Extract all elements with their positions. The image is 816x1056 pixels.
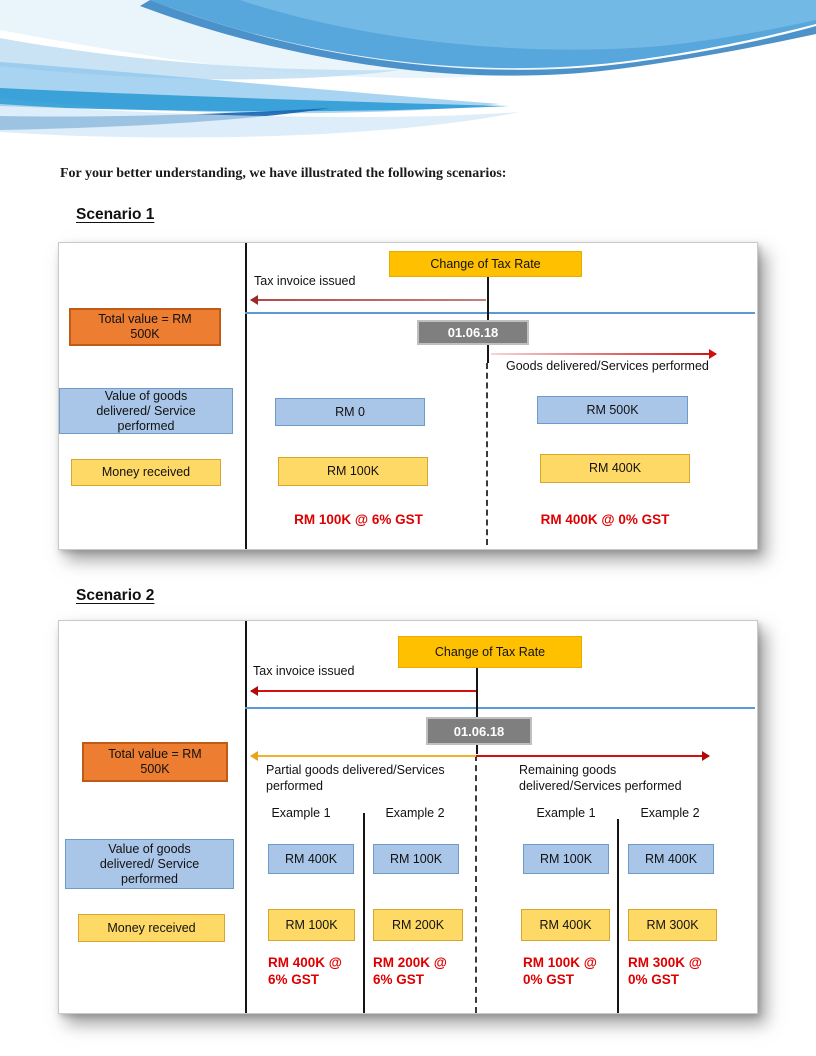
col2-gst-line1: RM 200K @ xyxy=(373,955,447,970)
example1-right-label: Example 1 xyxy=(536,806,596,820)
col2-money-box xyxy=(373,909,463,941)
arrow-shaft xyxy=(251,755,476,757)
tax-invoice-left-arrow xyxy=(251,296,486,304)
example2-right-label: Example 2 xyxy=(640,806,700,820)
after-gst-result: RM 400K @ 0% GST xyxy=(540,512,670,527)
goods-delivered-right-arrow xyxy=(491,350,716,358)
tax-invoice-issued-label: Tax invoice issued xyxy=(254,274,356,288)
after-money-box xyxy=(540,454,690,483)
col3-gst-result xyxy=(523,954,623,988)
left-arrowhead-icon xyxy=(250,751,258,761)
left-arrowhead-icon xyxy=(250,686,258,696)
date-box xyxy=(426,717,532,745)
total-value-line1: Total value = RM xyxy=(108,747,202,761)
total-value-box xyxy=(82,742,228,782)
change-of-tax-rate-label: Change of Tax Rate xyxy=(430,256,541,271)
left-arrowhead-icon xyxy=(250,295,258,305)
value-row-label-line2: delivered/ Service xyxy=(96,403,196,418)
timeline-axis-line xyxy=(245,243,247,549)
intro-text: For your better understanding, we have illustrated the following scenarios: xyxy=(60,166,507,181)
date-label: 01.06.18 xyxy=(453,723,505,739)
money-row-label-box xyxy=(78,914,225,942)
change-of-tax-rate-box xyxy=(398,636,582,668)
goods-delivered-label: Goods delivered/Services performed xyxy=(506,359,709,373)
col4-gst-line2: 0% GST xyxy=(628,972,680,987)
before-money-box xyxy=(278,457,428,486)
remaining-goods-right-arrow xyxy=(476,752,709,760)
change-of-tax-rate-box xyxy=(389,251,582,277)
example2-left-label: Example 2 xyxy=(385,806,445,820)
date-label: 01.06.18 xyxy=(447,325,499,340)
example1-left-label: Example 1 xyxy=(271,806,331,820)
cutoff-date-line-dashed xyxy=(486,363,488,545)
col2-value: RM 100K xyxy=(389,851,443,866)
total-value-line2: 500K xyxy=(140,762,170,776)
col1-money-box xyxy=(268,909,355,941)
scenario1-diagram xyxy=(58,242,758,550)
col2-gst-result xyxy=(373,954,473,988)
scenario1-heading: Scenario 1 xyxy=(76,206,155,223)
money-row-label: Money received xyxy=(101,465,191,479)
before-value-box xyxy=(275,398,425,426)
before-money: RM 100K xyxy=(326,464,380,478)
col1-money: RM 100K xyxy=(285,917,338,932)
col3-gst-line2: 0% GST xyxy=(523,972,575,987)
tax-invoice-issued-label: Tax invoice issued xyxy=(253,664,355,678)
scenario2-diagram xyxy=(58,620,758,1014)
value-row-label-line3: performed xyxy=(121,871,178,886)
col1-gst-line1: RM 400K @ xyxy=(268,955,342,970)
money-row-label-box xyxy=(71,459,221,486)
value-row-label-line2: delivered/ Service xyxy=(99,856,200,871)
col2-value-box xyxy=(373,844,459,874)
partial-goods-left-arrow xyxy=(251,752,476,760)
arrow-shaft xyxy=(251,690,476,692)
value-row-label-line1: Value of goods xyxy=(104,388,188,403)
change-of-tax-rate-label: Change of Tax Rate xyxy=(434,644,546,659)
arrow-shaft xyxy=(491,353,716,355)
total-value-line1: Total value = RM xyxy=(98,312,192,326)
partial-goods-label xyxy=(266,762,476,794)
total-value-line2: 500K xyxy=(130,327,160,341)
partial-goods-line2: performed xyxy=(266,779,323,793)
after-value-box xyxy=(537,396,688,424)
timeline-blue-line xyxy=(245,707,755,709)
remaining-goods-line1: Remaining goods xyxy=(519,763,617,777)
col2-money: RM 200K xyxy=(391,917,445,932)
col1-gst-result xyxy=(268,954,368,988)
scenario2-heading: Scenario 2 xyxy=(76,587,155,604)
arrow-shaft xyxy=(251,299,486,301)
arrow-shaft xyxy=(476,755,709,757)
remaining-goods-label xyxy=(519,762,739,794)
col1-gst-line2: 6% GST xyxy=(268,972,320,987)
timeline-axis-line xyxy=(245,621,247,1013)
wave-header-graphic xyxy=(0,0,816,152)
value-row-label-box xyxy=(65,839,234,889)
col4-value: RM 400K xyxy=(644,851,698,866)
col3-gst-line1: RM 100K @ xyxy=(523,955,597,970)
money-row-label: Money received xyxy=(107,920,196,935)
tax-invoice-left-arrow xyxy=(251,687,476,695)
col2-gst-line2: 6% GST xyxy=(373,972,425,987)
col1-value: RM 400K xyxy=(284,851,338,866)
remaining-goods-line2: delivered/Services performed xyxy=(519,779,682,793)
value-row-label-box xyxy=(59,388,233,434)
col3-value-box xyxy=(523,844,609,874)
before-gst-result: RM 100K @ 6% GST xyxy=(294,512,423,527)
date-box xyxy=(417,320,529,345)
before-value: RM 0 xyxy=(335,404,365,419)
right-arrowhead-icon xyxy=(702,751,710,761)
col4-money-box xyxy=(628,909,717,941)
value-row-label-line3: performed xyxy=(117,418,175,433)
col1-value-box xyxy=(268,844,354,874)
after-value: RM 500K xyxy=(586,402,639,417)
after-money: RM 400K xyxy=(588,461,642,475)
col4-value-box xyxy=(628,844,714,874)
total-value-box xyxy=(69,308,221,346)
col3-value: RM 100K xyxy=(539,851,593,866)
col4-gst-result xyxy=(628,954,728,988)
col3-money-box xyxy=(521,909,610,941)
value-row-label-line1: Value of goods xyxy=(108,841,191,856)
col4-money: RM 300K xyxy=(646,917,699,932)
timeline-blue-line xyxy=(245,312,755,314)
partial-goods-line1: Partial goods delivered/Services xyxy=(266,763,445,777)
col3-money: RM 400K xyxy=(539,917,592,932)
col4-gst-line1: RM 300K @ xyxy=(628,955,702,970)
